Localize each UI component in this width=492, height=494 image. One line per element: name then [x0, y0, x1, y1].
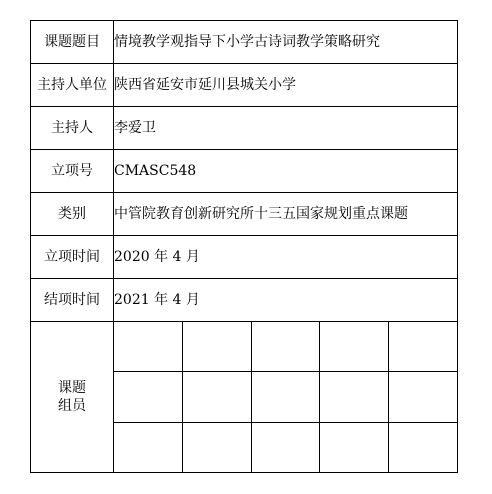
members-label [31, 322, 114, 473]
row-category [31, 193, 458, 236]
members-grid-cell [114, 322, 458, 473]
approval-date-value: 2020 年 4 月 [114, 236, 458, 279]
row-host [31, 107, 458, 150]
host-unit-value: 陕西省延安市延川县城关小学 [114, 64, 458, 107]
project-number-value: CMASC548 [114, 150, 458, 193]
project-number-label: 立项号 [31, 150, 114, 193]
members-grid [114, 322, 457, 472]
row-members [31, 322, 458, 473]
row-completion-date [31, 279, 458, 322]
host-label: 主持人 [31, 107, 114, 150]
members-grid-row [114, 372, 457, 422]
host-value: 李爱卫 [114, 107, 458, 150]
row-project-title [31, 21, 458, 64]
row-project-number [31, 150, 458, 193]
member-cell [183, 322, 252, 372]
members-grid-row [114, 322, 457, 372]
completion-date-value: 2021 年 4 月 [114, 279, 458, 322]
approval-date-label: 立项时间 [31, 236, 114, 279]
host-unit-label: 主持人单位 [31, 64, 114, 107]
category-label: 类别 [31, 193, 114, 236]
member-cell [388, 322, 457, 372]
members-label-line1: 课题 [58, 380, 86, 396]
member-cell [320, 372, 389, 422]
member-cell [183, 372, 252, 422]
members-label-line2: 组员 [58, 398, 86, 414]
completion-date-label: 结项时间 [31, 279, 114, 322]
project-title-value: 情境教学观指导下小学古诗词教学策略研究 [114, 21, 458, 64]
project-info-sheet [30, 20, 458, 473]
project-info-table [30, 20, 458, 473]
project-title-label: 课题题目 [31, 21, 114, 64]
member-cell [388, 372, 457, 422]
member-cell [320, 322, 389, 372]
member-cell [183, 422, 252, 472]
member-cell [388, 422, 457, 472]
member-cell [114, 422, 183, 472]
member-cell [251, 422, 320, 472]
row-approval-date [31, 236, 458, 279]
member-cell [251, 372, 320, 422]
category-value: 中管院教育创新研究所十三五国家规划重点课题 [114, 193, 458, 236]
row-host-unit [31, 64, 458, 107]
member-cell [114, 322, 183, 372]
member-cell [114, 372, 183, 422]
member-cell [251, 322, 320, 372]
members-grid-row [114, 422, 457, 472]
member-cell [320, 422, 389, 472]
